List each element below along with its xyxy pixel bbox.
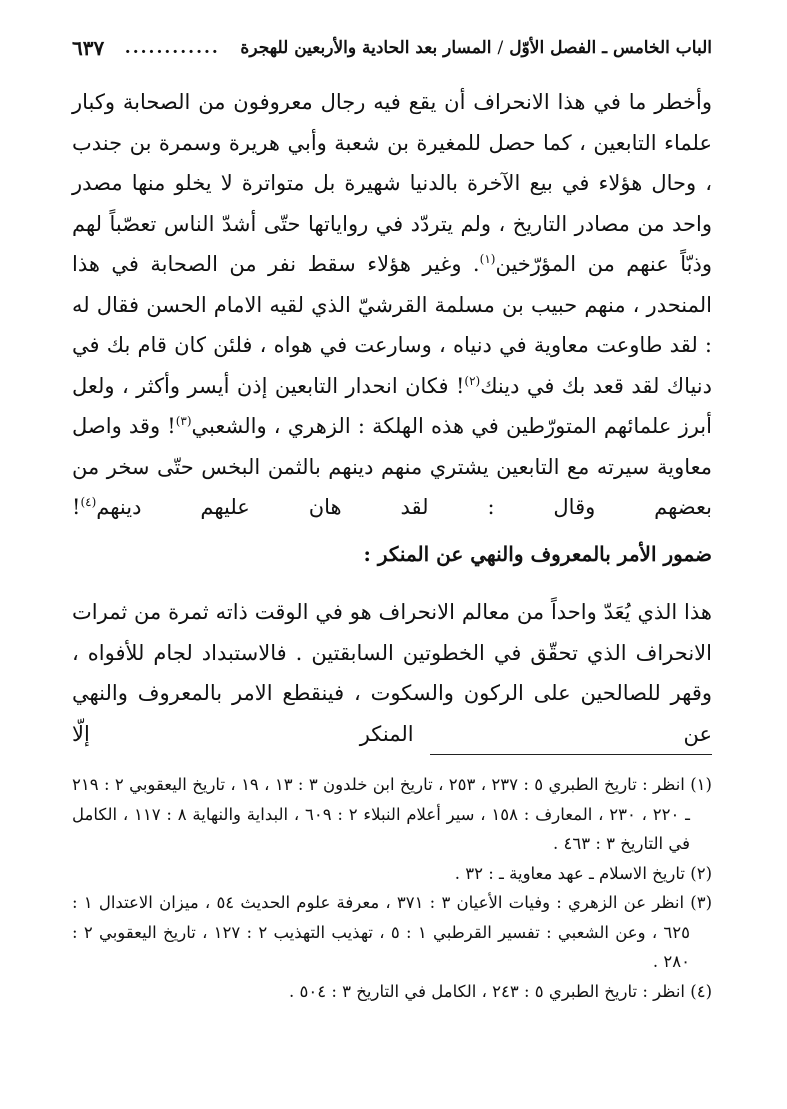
header-separator: / bbox=[497, 38, 504, 58]
main-paragraph bbox=[72, 82, 712, 528]
paragraph-1-part-5: ! bbox=[72, 495, 81, 519]
running-header bbox=[72, 32, 712, 64]
section-heading: ضمور الأمر بالمعروف والنهي عن المنكر : bbox=[363, 542, 712, 566]
paragraph-1-part-4: ! وقد واصل معاوية سيرته مع التابعين يشتري منهم دينهم بالثمن البخس حتّى سخر من بعضهم وقال : لقد هان عليهم دينهم bbox=[72, 414, 712, 519]
second-paragraph-block bbox=[72, 592, 712, 754]
paragraph-1 bbox=[72, 82, 712, 528]
footnote-ref-3[interactable]: (٣) bbox=[175, 414, 192, 428]
header-chapter: الباب الخامس ـ الفصل الأوّل bbox=[509, 38, 712, 58]
paragraph-1-part-1: وأخطر ما في هذا الانحراف أن يقع فيه رجال معروفون من الصحابة وكبار علماء التابعين ، كما حصل للمغيرة بن شعبة وأبي هريرة وسمرة بن جندب ، وحال هؤلاء في بيع الآخرة بالدنيا شهيرة بل متواترة لا يخلو منها مصدر واحد من مصادر التاريخ ، ولم يتردّد في رواياتها حتّى أشدّ الناس تعصّباً لهم وذبّاً عنهم من المؤرّخين bbox=[72, 90, 713, 276]
paragraph-2: هذا الذي يُعَدّ واحداً من معالم الانحراف هو في الوقت ذاته ثمرة من ثمرات الانحراف الذي تحقّق في الخطوتين السابقتين . فالاستبداد لجام للأفواه ، وقهر للصالحين على الركون والسكوت ، فينقطع الامر بالمعروف والنهي عن المنكر إلّا bbox=[72, 600, 712, 746]
paragraph-1-part-3: ! فكان انحدار التابعين إذن أيسر وأكثر ، ولعل أبرز علمائهم المتورّطين في هذه الهلكة : الزهري ، والشعبي bbox=[72, 373, 712, 438]
footnote-2: (٢) تاريخ الاسلام ـ عهد معاوية ـ : ٣٢ . bbox=[454, 863, 712, 883]
footnotes bbox=[72, 770, 712, 1006]
footnote-4: (٤) انظر : تاريخ الطبري ٥ : ٢٤٣ ، الكامل في التاريخ ٣ : ٥٠٤ . bbox=[289, 981, 712, 1001]
footnote-divider bbox=[430, 754, 712, 755]
header-section: المسار بعد الحادية والأربعين للهجرة bbox=[240, 38, 492, 58]
header-dots: ............ bbox=[124, 38, 220, 58]
footnote-ref-1[interactable]: (١) bbox=[479, 252, 496, 266]
paragraph-1-part-2: . وغير هؤلاء سقط نفر من الصحابة في هذا المنحدر ، منهم حبيب بن مسلمة القرشيّ الذي لقيه الامام الحسن فقال له : لقد طاوعت معاوية في دنياه ، وسارعت في هواه ، فلئن كان قام بك في دنياك لقد قعد بك في دينك bbox=[72, 252, 712, 398]
footnote-ref-4[interactable]: (٤) bbox=[80, 495, 97, 509]
footnote-ref-2[interactable]: (٢) bbox=[464, 373, 481, 388]
footnote-1: (١) انظر : تاريخ الطبري ٥ : ٢٣٧ ، ٢٥٣ ، تاريخ ابن خلدون ٣ : ١٣ ، ١٩ ، تاريخ اليعقوبي ٢ : ٢١٩ ـ ٢٢٠ ، ٢٣٠ ، المعارف : ١٥٨ ، سير أعلام النبلاء ٢ : ٦٠٩ ، البداية والنهاية ٨ : ١١٧ ، الكامل في التاريخ ٣ : ٤٦٣ . bbox=[72, 775, 712, 853]
footnote-3: (٣) انظر عن الزهري : وفيات الأعيان ٣ : ٣٧١ ، معرفة علوم الحديث ٥٤ ، ميزان الاعتدال ١ : ٦٢٥ ، وعن الشعبي : تفسير القرطبي ١ : ٥ ، تهذيب التهذيب ٢ : ١٢٧ ، تاريخ اليعقوبي ٢ : ٢٨٠ . bbox=[72, 893, 713, 971]
page-number: ٦٣٧ bbox=[72, 36, 105, 60]
